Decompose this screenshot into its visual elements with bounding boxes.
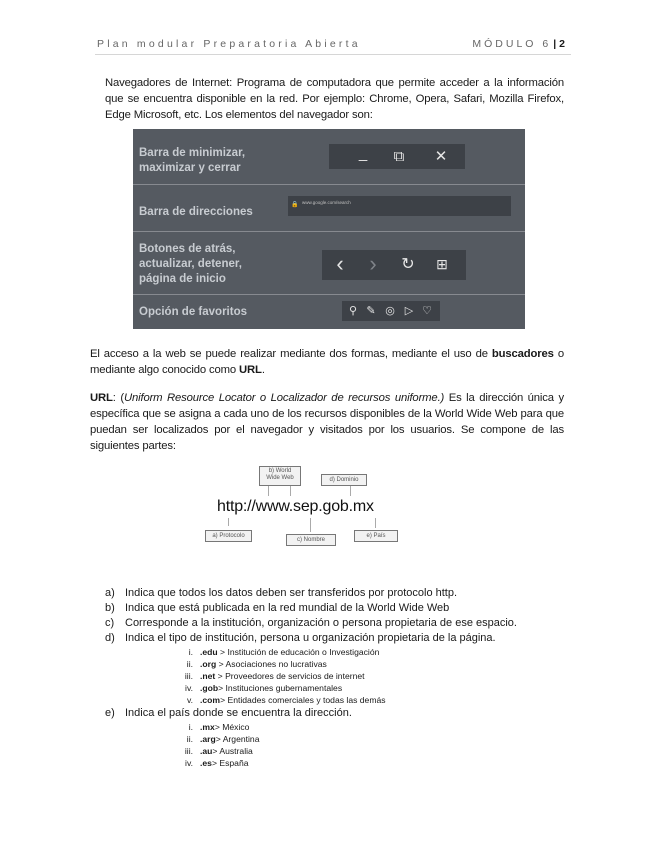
label-line: Barra de direcciones	[139, 206, 253, 218]
bracket-line	[290, 486, 291, 496]
list-marker: d)	[105, 632, 115, 644]
url-parts-list	[105, 586, 565, 769]
domain-desc: > Proveedores de servicios de internet	[215, 671, 365, 681]
list-text: Indica el tipo de institución, persona u organización propietaria de la página.	[125, 632, 496, 644]
country-item	[105, 733, 565, 745]
send-icon: ▷	[404, 305, 414, 317]
list-text: Indica que está publicada en la red mundial de la World Wide Web	[125, 602, 450, 614]
close-icon: ✕	[434, 148, 448, 165]
heart-icon: ♡	[422, 305, 432, 317]
domain-desc: > Entidades comerciales y todas las demás	[220, 695, 386, 705]
sub-marker: iv.	[185, 683, 193, 693]
bracket-line	[228, 518, 229, 526]
home-icon: ⊞	[436, 256, 448, 272]
label-line: b) World	[268, 468, 292, 474]
label-line: Barra de minimizar,	[139, 147, 246, 159]
sub-marker: iii.	[184, 746, 193, 756]
label-line: página de inicio	[139, 273, 226, 285]
access-paragraph	[90, 346, 564, 378]
domain-code: .com	[200, 695, 221, 705]
label-www	[259, 466, 301, 486]
domain-desc: > Asociaciones no lucrativas	[216, 659, 327, 669]
back-icon: ‹	[336, 251, 344, 276]
row-label-navigation	[139, 242, 242, 287]
country-code: .mx	[200, 722, 215, 732]
label-line: Opción de favoritos	[139, 306, 247, 318]
domain-code: .edu	[200, 647, 218, 657]
access-text: El acceso a la web se puede realizar mediante dos formas, mediante el uso de	[90, 348, 492, 360]
header-separator: |	[553, 38, 557, 50]
zoom-icon: ⚲	[348, 305, 358, 317]
page-number: 2	[559, 38, 565, 50]
url-expansion: Uniform Resource Locator o Localizador de recursos uniforme.)	[123, 392, 445, 404]
label-protocolo: a) Protocolo	[205, 530, 252, 542]
window-controls-bar	[329, 144, 465, 169]
bracket-line	[310, 518, 311, 532]
domain-type-item	[105, 694, 565, 706]
minimize-icon: _	[358, 145, 368, 162]
sub-marker: i.	[188, 647, 193, 657]
favorites-bar	[342, 301, 440, 321]
sub-marker: iii.	[184, 671, 193, 681]
list-item	[105, 601, 565, 616]
country-desc: > Australia	[212, 746, 253, 756]
domain-type-item	[105, 658, 565, 670]
list-item	[105, 631, 565, 646]
country-code: .es	[200, 758, 212, 768]
domain-code: .net	[200, 671, 216, 681]
domain-type-item	[105, 670, 565, 682]
restore-icon: ⧉	[393, 148, 405, 165]
access-bold-url: URL	[239, 364, 262, 376]
header-title: Plan modular Preparatoria Abierta	[97, 38, 361, 50]
bracket-line	[268, 486, 269, 496]
url-example: http://www.sep.gob.mx	[217, 498, 374, 515]
list-text: Indica que todos los datos deben ser transferidos por protocolo http.	[125, 587, 458, 599]
country-code: .arg	[200, 734, 216, 744]
row-label-address-bar	[139, 205, 253, 220]
header-module	[472, 38, 565, 50]
sub-marker: iv.	[185, 758, 193, 768]
forward-icon: ›	[369, 251, 377, 276]
row-label-favorites	[139, 305, 247, 320]
domain-type-item	[105, 646, 565, 658]
intro-text: : Programa de computadora que permite acceder a la información que se encuentra disponible en la red. Por ejemplo: Chrome, Opera, Safari, Mozilla Firefox, Edge Microsoft, etc. Los elementos del navegador son:	[105, 77, 564, 121]
url-parts-diagram	[200, 464, 400, 549]
list-marker: b)	[105, 602, 115, 614]
label-line: maximizar y cerrar	[139, 162, 241, 174]
url-definition-paragraph	[90, 390, 564, 454]
page-header	[95, 38, 571, 55]
domain-desc: > Institución de educación o Investigación	[217, 647, 380, 657]
label-nombre: c) Nombre	[286, 534, 336, 546]
refresh-icon: ↻	[401, 256, 415, 273]
row-divider	[133, 231, 525, 232]
label-line: Botones de atrás,	[139, 243, 236, 255]
domain-code: .org	[200, 659, 217, 669]
label-line: Wide Web	[266, 475, 294, 481]
sub-marker: ii.	[186, 734, 193, 744]
domain-desc: > Instituciones gubernamentales	[218, 683, 343, 693]
country-code: .au	[200, 746, 213, 756]
country-desc: > Argentina	[215, 734, 260, 744]
country-desc: > México	[214, 722, 250, 732]
label-line: actualizar, detener,	[139, 258, 242, 270]
country-desc: > España	[211, 758, 249, 768]
list-text: Corresponde a la institución, organización o persona propietaria de ese espacio.	[125, 617, 517, 629]
bracket-line	[350, 486, 351, 496]
browser-elements-figure	[133, 129, 525, 329]
list-item	[105, 616, 565, 631]
sub-marker: v.	[186, 695, 193, 705]
address-bar	[288, 196, 511, 216]
intro-paragraph	[105, 75, 564, 123]
sub-marker: ii.	[186, 659, 193, 669]
list-item	[105, 586, 565, 601]
row-label-window-controls	[139, 146, 245, 176]
url-colon: : (	[112, 392, 124, 404]
domain-type-item	[105, 682, 565, 694]
row-divider	[133, 294, 525, 295]
row-divider	[133, 184, 525, 185]
list-text: Indica el país donde se encuentra la dirección.	[125, 707, 352, 719]
access-text: .	[261, 364, 265, 376]
camera-icon: ◎	[385, 305, 395, 317]
access-bold-buscadores: buscadores	[491, 348, 554, 360]
list-marker: c)	[105, 617, 115, 629]
url-term: URL	[90, 392, 113, 404]
list-item	[105, 706, 565, 721]
label-pais: e) País	[354, 530, 398, 542]
sub-marker: i.	[188, 722, 193, 732]
label-dominio: d) Dominio	[321, 474, 367, 486]
country-item	[105, 721, 565, 733]
navigation-buttons-bar	[322, 250, 466, 280]
country-item	[105, 757, 565, 769]
bracket-line	[375, 518, 376, 528]
list-marker: e)	[105, 707, 115, 719]
access-text: o mediante algo conocido como	[90, 348, 564, 376]
address-text: www.google.com/search	[302, 200, 351, 205]
url-text: Es la dirección única y específica que se asigna a cada uno de los recursos disponibles de la World Wide Web para que puedan ser localizados por el navegador y visitados por los usuarios. Se compone de las siguientes partes:	[90, 392, 564, 452]
country-item	[105, 745, 565, 757]
domain-code: .gob	[200, 683, 219, 693]
list-marker: a)	[105, 587, 115, 599]
lock-icon: 🔒	[291, 202, 299, 208]
module-label: MÓDULO 6	[472, 38, 552, 50]
edit-icon: ✎	[366, 305, 376, 317]
intro-term: Navegadores de Internet	[105, 77, 230, 89]
